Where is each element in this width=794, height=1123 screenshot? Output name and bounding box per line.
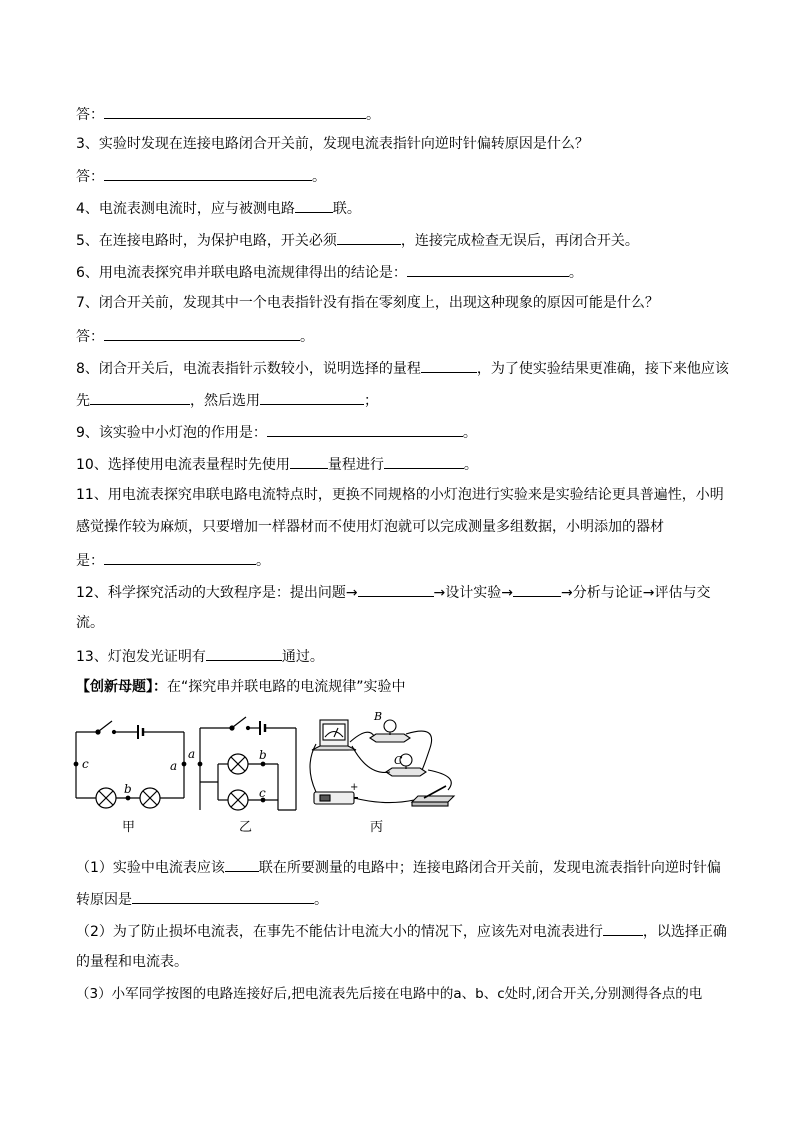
question-4: 4、电流表测电流时，应与被测电路 联。 (76, 198, 361, 218)
answer-blank[interactable] (603, 921, 643, 936)
label-C: C (394, 754, 403, 767)
answer-blank[interactable] (407, 262, 569, 277)
question-11: 11、用电流表探究串联电路电流特点时，更换不同规格的小灯泡进行实验来是实验结论更具普遍性，小明 (76, 487, 724, 503)
question-9: 9、该实验中小灯泡的作用是： 。 (76, 422, 477, 442)
answer-blank[interactable] (104, 104, 366, 119)
sub-question-3: （3）小军同学按图的电路连接好后,把电流表先后接在电路中的a、b、c处时,闭合开关,分别测得各点的电 (76, 986, 703, 1002)
question-8: 8、闭合开关后，电流表指针示数较小，说明选择的量程 ，为了使实验结果更准确，接下来他应该 (76, 358, 729, 378)
sub-question-2: （2）为了防止损坏电流表，在事先不能估计电流大小的情况下，应该先对电流表进行 ，以选择正确 (76, 921, 727, 941)
answer-blank[interactable] (267, 422, 463, 437)
caption-jia: 甲 (122, 820, 136, 835)
answer-blank[interactable] (421, 358, 477, 373)
question-11-cont: 感觉操作较为麻烦，只要增加一样器材而不使用灯泡就可以完成测量多组数据，小明添加的器材 (76, 519, 664, 535)
circuit-bing (310, 720, 454, 806)
section-tag: 【创新母题】： (76, 679, 167, 695)
answer-blank[interactable] (337, 230, 401, 245)
answer-blank[interactable] (290, 454, 328, 469)
plus-sign: + (350, 782, 359, 793)
sub-question-1: （1）实验中电流表应该 联在所要测量的电路中；连接电路闭合开关前，发现电流表指针向逆时针偏 (76, 857, 721, 877)
answer-blank[interactable] (104, 326, 300, 341)
question-8-cont: 先 ，然后选用 ； (76, 390, 378, 410)
caption-bing: 丙 (370, 820, 384, 835)
circuit-yi (198, 717, 296, 810)
answer-blank[interactable] (104, 166, 312, 181)
label-b: b (124, 782, 132, 796)
label-a: a (170, 759, 178, 773)
answer-blank[interactable] (260, 390, 364, 405)
answer-blank[interactable] (513, 582, 561, 597)
question-12-cont: 流。 (76, 615, 104, 631)
section-heading: 【创新母题】：在“探究串并联电路的电流规律”实验中 (76, 679, 406, 695)
caption-yi: 乙 (239, 820, 253, 835)
label-c: c (259, 786, 266, 800)
question-10: 10、选择使用电流表量程时先使用 量程进行 。 (76, 454, 478, 474)
label-B: B (374, 710, 383, 723)
question-3: 3、实验时发现在连接电路闭合开关前，发现电流表指针向逆时针偏转原因是什么？ (76, 136, 589, 152)
answer-blank[interactable] (90, 390, 190, 405)
sub-question-1-cont: 转原因是 。 (76, 889, 328, 909)
answer-blank[interactable] (358, 582, 434, 597)
circuit-figures (68, 706, 468, 838)
answer-blank[interactable] (384, 454, 464, 469)
label-a: a (188, 747, 196, 761)
answer-line-7: 答： 。 (76, 326, 314, 346)
question-6: 6、用电流表探究串并联电路电流规律得出的结论是： 。 (76, 262, 583, 282)
answer-blank[interactable] (104, 550, 256, 565)
label-b: b (259, 748, 267, 762)
answer-blank[interactable] (206, 646, 282, 661)
question-11-answer: 是： 。 (76, 550, 270, 570)
answer-line-3: 答： 。 (76, 166, 326, 186)
answer-blank[interactable] (132, 889, 314, 904)
question-7: 7、闭合开关前，发现其中一个电表指针没有指在零刻度上，出现这种现象的原因可能是什么？ (76, 295, 659, 311)
question-12: 12、科学探究活动的大致程序是：提出问题→ →设计实验→ →分析与论证→评估与交 (76, 582, 710, 602)
answer-blank[interactable] (225, 857, 259, 872)
answer-blank[interactable] (295, 198, 333, 213)
question-13: 13、灯泡发光证明有 通过。 (76, 646, 324, 666)
sub-question-2-cont: 的量程和电流表。 (76, 954, 188, 970)
answer-line-1: 答： 。 (76, 104, 380, 124)
question-5: 5、在连接电路时，为保护电路，开关必须 ，连接完成检查无误后，再闭合开关。 (76, 230, 639, 250)
label-c: c (82, 757, 89, 771)
